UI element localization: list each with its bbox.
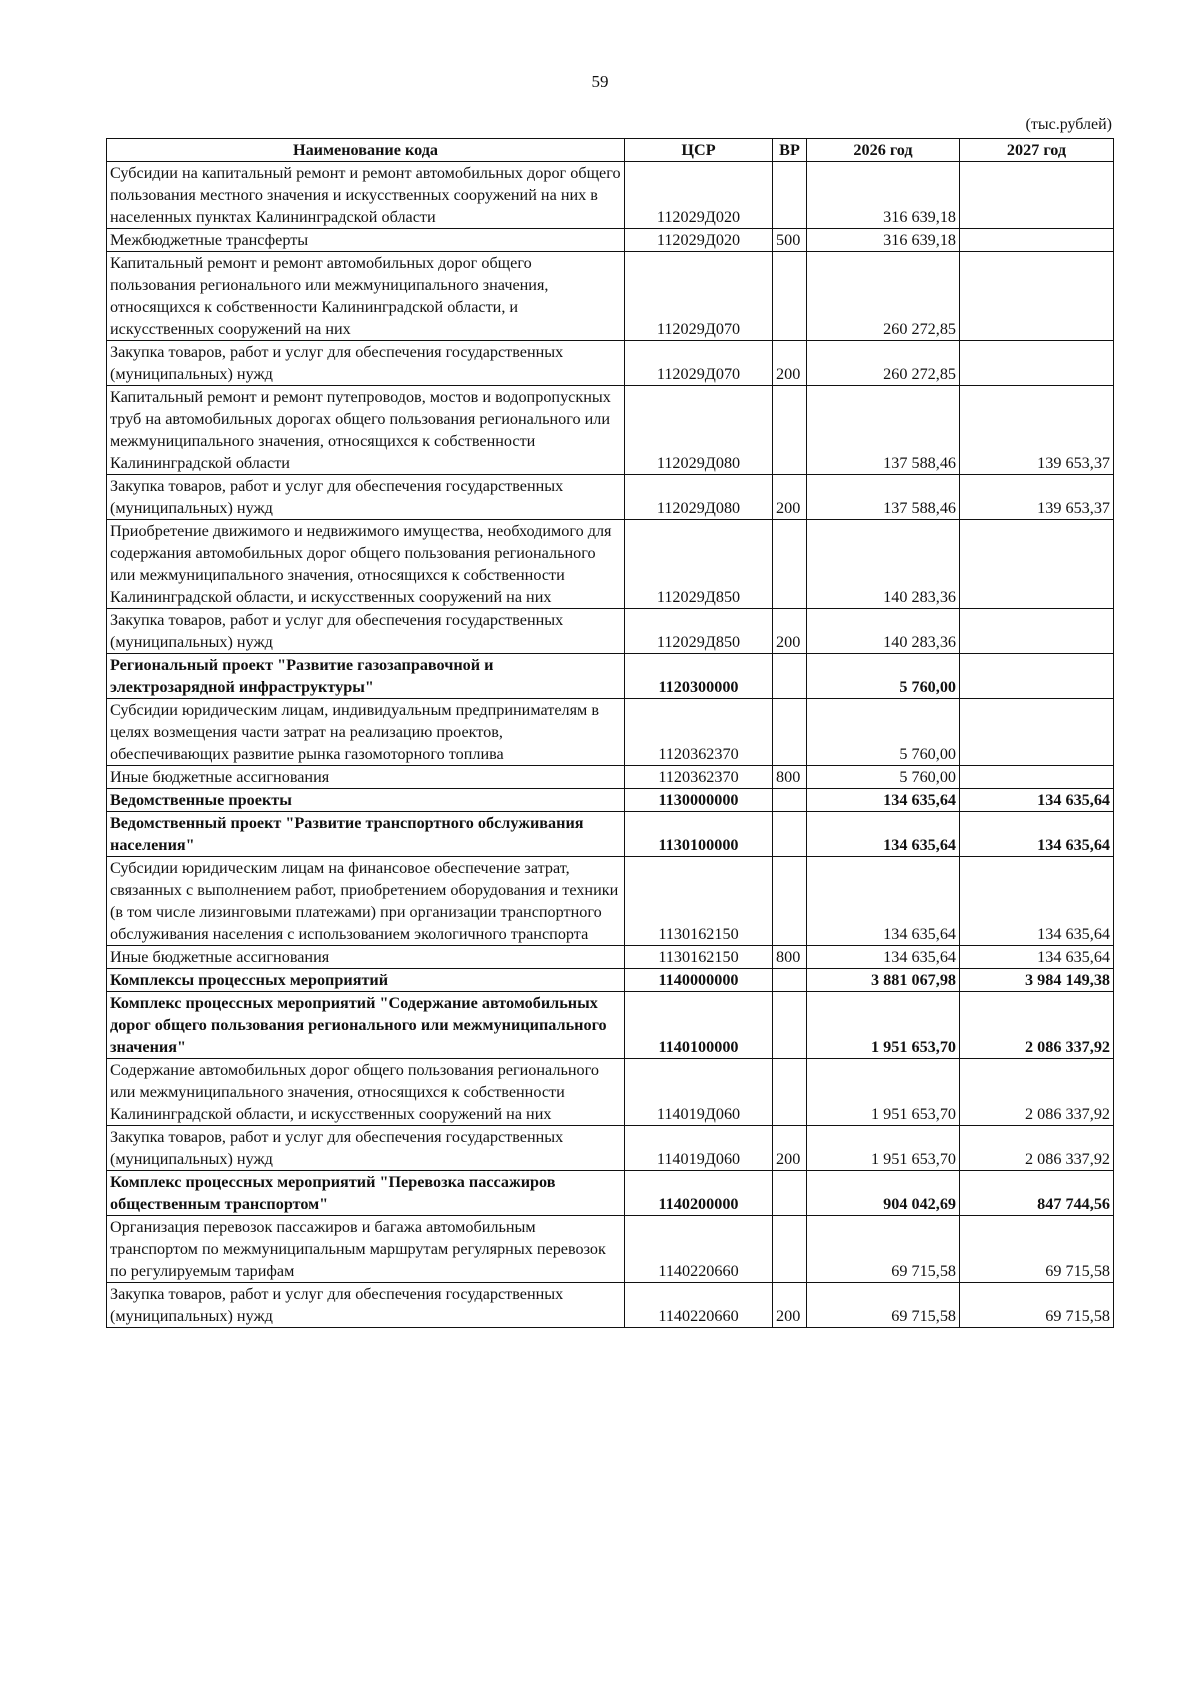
row-csr-cell: 1140220660 [625, 1283, 773, 1328]
row-name-cell: Закупка товаров, работ и услуг для обеспечения государственных (муниципальных) нужд [107, 609, 625, 654]
row-vr-cell [773, 857, 807, 946]
table-row [107, 162, 1114, 229]
row-vr-cell: 500 [773, 229, 807, 252]
row-vr-cell: 800 [773, 766, 807, 789]
table-row [107, 1126, 1114, 1171]
row-name-cell: Капитальный ремонт и ремонт автомобильных дорог общего пользования регионального или межмуниципального значения, относящихся к собственности Калининградской области, и искусственных сооружений на них [107, 252, 625, 341]
units-label: (тыс.рублей) [1025, 116, 1112, 133]
row-vr-cell [773, 812, 807, 857]
row-csr-cell: 112029Д850 [625, 609, 773, 654]
row-2027-cell: 69 715,58 [960, 1283, 1114, 1328]
row-2027-cell: 139 653,37 [960, 386, 1114, 475]
row-csr-cell: 1130162150 [625, 857, 773, 946]
row-name-cell: Комплекс процессных мероприятий "Перевозка пассажиров общественным транспортом" [107, 1171, 625, 1216]
row-vr-cell [773, 1059, 807, 1126]
row-2026-cell: 137 588,46 [807, 386, 960, 475]
row-name-cell: Закупка товаров, работ и услуг для обеспечения государственных (муниципальных) нужд [107, 475, 625, 520]
table-row [107, 992, 1114, 1059]
row-vr-cell [773, 520, 807, 609]
row-name-cell: Организация перевозок пассажиров и багажа автомобильным транспортом по межмуниципальным маршрутам регулярных перевозок по регулируемым тарифам [107, 1216, 625, 1283]
row-2026-cell: 5 760,00 [807, 654, 960, 699]
row-csr-cell: 114019Д060 [625, 1059, 773, 1126]
row-name-cell: Ведомственные проекты [107, 789, 625, 812]
row-name-cell: Закупка товаров, работ и услуг для обеспечения государственных (муниципальных) нужд [107, 1283, 625, 1328]
row-2026-cell: 69 715,58 [807, 1283, 960, 1328]
row-name-cell: Содержание автомобильных дорог общего пользования регионального или межмуниципального значения, относящихся к собственности Калининградской области, и искусственных сооружений на них [107, 1059, 625, 1126]
row-2027-cell [960, 609, 1114, 654]
row-csr-cell: 112029Д020 [625, 162, 773, 229]
table-header-row [107, 139, 1114, 162]
row-csr-cell: 1130000000 [625, 789, 773, 812]
row-name-cell: Приобретение движимого и недвижимого имущества, необходимого для содержания автомобильных дорог общего пользования регионального или межмуниципального значения, относящихся к собственности Калининградской области, и искусственных сооружений на них [107, 520, 625, 609]
table-row [107, 386, 1114, 475]
row-vr-cell [773, 1171, 807, 1216]
row-csr-cell: 112029Д070 [625, 341, 773, 386]
table-row [107, 341, 1114, 386]
row-2027-cell [960, 162, 1114, 229]
row-2026-cell: 260 272,85 [807, 341, 960, 386]
row-2026-cell: 134 635,64 [807, 946, 960, 969]
row-name-cell: Региональный проект "Развитие газозаправочной и электрозарядной инфраструктуры" [107, 654, 625, 699]
row-2026-cell: 69 715,58 [807, 1216, 960, 1283]
row-csr-cell: 112029Д080 [625, 475, 773, 520]
row-2026-cell: 1 951 653,70 [807, 1059, 960, 1126]
row-2026-cell: 140 283,36 [807, 609, 960, 654]
budget-table [106, 138, 1114, 1328]
row-csr-cell: 1140100000 [625, 992, 773, 1059]
row-name-cell: Субсидии на капитальный ремонт и ремонт автомобильных дорог общего пользования местного значения и искусственных сооружений на них в населенных пунктах Калининградской области [107, 162, 625, 229]
row-csr-cell: 1130162150 [625, 946, 773, 969]
row-2027-cell [960, 766, 1114, 789]
row-2026-cell: 1 951 653,70 [807, 992, 960, 1059]
row-name-cell: Комплексы процессных мероприятий [107, 969, 625, 992]
row-2026-cell: 316 639,18 [807, 229, 960, 252]
table-row [107, 1283, 1114, 1328]
row-csr-cell: 112029Д080 [625, 386, 773, 475]
header-vr: ВР [773, 139, 807, 162]
row-csr-cell: 1140000000 [625, 969, 773, 992]
row-2026-cell: 134 635,64 [807, 812, 960, 857]
row-2027-cell [960, 252, 1114, 341]
table-row [107, 520, 1114, 609]
row-2026-cell: 904 042,69 [807, 1171, 960, 1216]
row-name-cell: Закупка товаров, работ и услуг для обеспечения государственных (муниципальных) нужд [107, 1126, 625, 1171]
header-name: Наименование кода [107, 139, 625, 162]
row-name-cell: Субсидии юридическим лицам на финансовое обеспечение затрат, связанных с выполнением работ, приобретением оборудования и техники (в том числе лизинговыми платежами) при организации транспортного обслуживания населения с использованием экологичного транспорта [107, 857, 625, 946]
row-csr-cell: 1140220660 [625, 1216, 773, 1283]
row-vr-cell [773, 252, 807, 341]
header-csr: ЦСР [625, 139, 773, 162]
row-csr-cell: 1130100000 [625, 812, 773, 857]
table-body [107, 162, 1114, 1328]
table-row [107, 609, 1114, 654]
row-vr-cell: 200 [773, 341, 807, 386]
row-vr-cell [773, 969, 807, 992]
row-vr-cell: 200 [773, 1283, 807, 1328]
row-2026-cell: 140 283,36 [807, 520, 960, 609]
row-name-cell: Иные бюджетные ассигнования [107, 766, 625, 789]
row-name-cell: Капитальный ремонт и ремонт путепроводов, мостов и водопропускных труб на автомобильных дорогах общего пользования регионального или межмуниципального значения, относящихся к собственности Калининградской области [107, 386, 625, 475]
row-name-cell: Субсидии юридическим лицам, индивидуальным предпринимателям в целях возмещения части затрат на реализацию проектов, обеспечивающих развитие рынка газомоторного топлива [107, 699, 625, 766]
row-vr-cell [773, 1216, 807, 1283]
row-2027-cell: 134 635,64 [960, 857, 1114, 946]
row-2026-cell: 1 951 653,70 [807, 1126, 960, 1171]
table-row [107, 699, 1114, 766]
table-row [107, 857, 1114, 946]
row-vr-cell: 800 [773, 946, 807, 969]
row-2026-cell: 137 588,46 [807, 475, 960, 520]
table-row [107, 252, 1114, 341]
row-vr-cell [773, 992, 807, 1059]
row-2027-cell: 139 653,37 [960, 475, 1114, 520]
row-2027-cell [960, 520, 1114, 609]
row-2027-cell: 134 635,64 [960, 789, 1114, 812]
row-csr-cell: 112029Д070 [625, 252, 773, 341]
row-2027-cell [960, 699, 1114, 766]
table-row [107, 1216, 1114, 1283]
row-2026-cell: 316 639,18 [807, 162, 960, 229]
row-2027-cell [960, 229, 1114, 252]
row-2026-cell: 134 635,64 [807, 857, 960, 946]
row-2027-cell [960, 341, 1114, 386]
row-name-cell: Ведомственный проект "Развитие транспортного обслуживания населения" [107, 812, 625, 857]
table-row [107, 812, 1114, 857]
row-vr-cell: 200 [773, 609, 807, 654]
table-row [107, 475, 1114, 520]
row-vr-cell [773, 654, 807, 699]
header-2027: 2027 год [960, 139, 1114, 162]
row-2027-cell: 2 086 337,92 [960, 1126, 1114, 1171]
row-csr-cell: 112029Д850 [625, 520, 773, 609]
row-csr-cell: 1120362370 [625, 766, 773, 789]
table-row [107, 1171, 1114, 1216]
row-vr-cell [773, 699, 807, 766]
row-vr-cell [773, 789, 807, 812]
row-2027-cell: 2 086 337,92 [960, 1059, 1114, 1126]
row-2026-cell: 5 760,00 [807, 699, 960, 766]
table-row [107, 654, 1114, 699]
row-2027-cell: 134 635,64 [960, 946, 1114, 969]
table-row [107, 789, 1114, 812]
row-name-cell: Закупка товаров, работ и услуг для обеспечения государственных (муниципальных) нужд [107, 341, 625, 386]
row-2026-cell: 5 760,00 [807, 766, 960, 789]
row-vr-cell [773, 386, 807, 475]
row-2027-cell: 2 086 337,92 [960, 992, 1114, 1059]
row-csr-cell: 1120300000 [625, 654, 773, 699]
row-2027-cell [960, 654, 1114, 699]
row-2027-cell: 847 744,56 [960, 1171, 1114, 1216]
row-2027-cell: 69 715,58 [960, 1216, 1114, 1283]
table-row [107, 766, 1114, 789]
row-vr-cell [773, 162, 807, 229]
row-2027-cell: 3 984 149,38 [960, 969, 1114, 992]
row-vr-cell: 200 [773, 1126, 807, 1171]
row-name-cell: Межбюджетные трансферты [107, 229, 625, 252]
row-2026-cell: 134 635,64 [807, 789, 960, 812]
row-csr-cell: 1120362370 [625, 699, 773, 766]
row-2026-cell: 260 272,85 [807, 252, 960, 341]
row-2026-cell: 3 881 067,98 [807, 969, 960, 992]
row-csr-cell: 1140200000 [625, 1171, 773, 1216]
row-csr-cell: 112029Д020 [625, 229, 773, 252]
row-name-cell: Комплекс процессных мероприятий "Содержание автомобильных дорог общего пользования регионального или межмуниципального значения" [107, 992, 625, 1059]
table-row [107, 1059, 1114, 1126]
row-csr-cell: 114019Д060 [625, 1126, 773, 1171]
table-row [107, 229, 1114, 252]
table-row [107, 969, 1114, 992]
row-vr-cell: 200 [773, 475, 807, 520]
row-2027-cell: 134 635,64 [960, 812, 1114, 857]
row-name-cell: Иные бюджетные ассигнования [107, 946, 625, 969]
header-2026: 2026 год [807, 139, 960, 162]
page-number: 59 [591, 72, 609, 91]
table-row [107, 946, 1114, 969]
